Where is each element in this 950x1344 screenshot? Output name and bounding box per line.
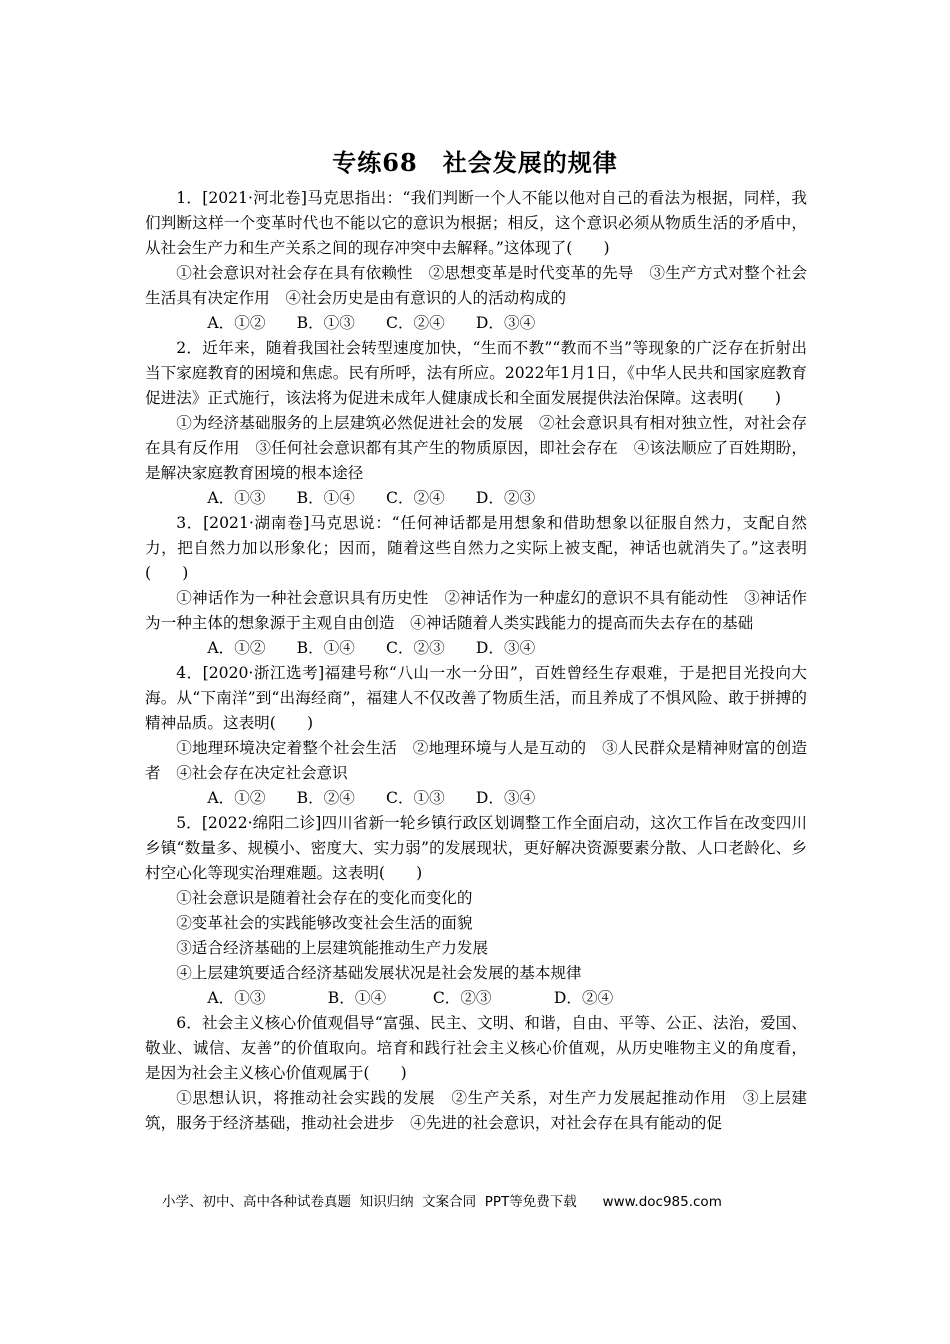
question-4 bbox=[145, 661, 807, 811]
question-option: ④上层建筑要适合经济基础发展状况是社会发展的基本规律 bbox=[176, 964, 582, 982]
answer-choices: A．①② B．①③ C．②④ D．③④ bbox=[207, 314, 536, 332]
question-options: ①社会意识对社会存在具有依赖性 ②思想变革是时代变革的先导 ③生产方式对整个社会生活具有决定作用 ④社会历史是由有意识的人的活动构成的 bbox=[145, 264, 807, 307]
question-1 bbox=[145, 186, 807, 336]
question-stem: 2．近年来，随着我国社会转型速度加快，“生而不教”“教而不当”等现象的广泛存在折射出当下家庭教育的困境和焦虑。民有所呼，法有所应。2022年1月1日，《中华人民共和国家庭教育促进法》正式施行，该法将为促进未成年人健康成长和全面发展提供法治保障。这表明( ) bbox=[145, 339, 807, 407]
question-option: ②变革社会的实践能够改变社会生活的面貌 bbox=[176, 914, 473, 932]
question-options: ①地理环境决定着整个社会生活 ②地理环境与人是互动的 ③人民群众是精神财富的创造者 ④社会存在决定社会意识 bbox=[145, 739, 807, 782]
question-options: ①为经济基础服务的上层建筑必然促进社会的发展 ②社会意识具有相对独立性，对社会存在具有反作用 ③任何社会意识都有其产生的物质原因，即社会存在 ④该法顺应了百姓期盼，是解决家庭教育困境的根本途径 bbox=[145, 414, 807, 482]
question-option: ③适合经济基础的上层建筑能推动生产力发展 bbox=[176, 939, 489, 957]
question-5 bbox=[145, 811, 807, 1011]
question-6 bbox=[145, 1011, 807, 1136]
question-stem: 3．[2021·湖南卷]马克思说：“任何神话都是用想象和借助想象以征服自然力，支配自然力，把自然力加以形象化；因而，随着这些自然力之实际上被支配，神话也就消失了。”这表明( ) bbox=[145, 514, 807, 582]
answer-choices: A．①③ B．①④ C．②④ D．②③ bbox=[207, 489, 536, 507]
question-stem: 6．社会主义核心价值观倡导“富强、民主、文明、和谐，自由、平等、公正、法治，爱国、敬业、诚信、友善”的价值取向。培育和践行社会主义核心价值观，从历史唯物主义的角度看，是因为社会主义核心价值观属于( ) bbox=[145, 1014, 807, 1082]
question-stem: 5．[2022·绵阳二诊]四川省新一轮乡镇行政区划调整工作全面启动，这次工作旨在改变四川乡镇“数量多、规模小、密度大、实力弱”的发展现状，更好解决资源要素分散、人口老龄化、乡村空心化等现实治理难题。这表明( ) bbox=[145, 814, 807, 882]
answer-choices: A．①③ B．①④ C．②③ D．②④ bbox=[207, 989, 614, 1007]
question-stem: 4．[2020·浙江选考]福建号称“八山一水一分田”，百姓曾经生存艰难，于是把目光投向大海。从“下南洋”到“出海经商”，福建人不仅改善了物质生活，而且养成了不惧风险、敢于拼搏的精神品质。这表明( ) bbox=[145, 664, 807, 732]
question-options: ①神话作为一种社会意识具有历史性 ②神话作为一种虚幻的意识不具有能动性 ③神话作为一种主体的想象源于主观自由创造 ④神话随着人类实践能力的提高而失去存在的基础 bbox=[145, 589, 807, 632]
question-option: ①社会意识是随着社会存在的变化而变化的 bbox=[176, 889, 473, 907]
answer-choices: A．①② B．②④ C．①③ D．③④ bbox=[207, 789, 536, 807]
page-footer: 小学、初中、高中各种试卷真题 知识归纳 文案合同 PPT等免费下载 www.doc985.com bbox=[162, 1194, 722, 1210]
page-title: 专练68 社会发展的规律 bbox=[332, 148, 618, 177]
question-2 bbox=[145, 336, 807, 511]
answer-choices: A．①② B．①④ C．②③ D．③④ bbox=[207, 639, 536, 657]
question-stem: 1．[2021·河北卷]马克思指出：“我们判断一个人不能以他对自己的看法为根据，同样，我们判断这样一个变革时代也不能以它的意识为根据；相反，这个意识必须从物质生活的矛盾中，从社会生产力和生产关系之间的现存冲突中去解释。”这体现了( ) bbox=[145, 189, 807, 257]
question-options: ①思想认识，将推动社会实践的发展 ②生产关系，对生产力发展起推动作用 ③上层建筑，服务于经济基础，推动社会进步 ④先进的社会意识，对社会存在具有能动的促 bbox=[145, 1089, 807, 1132]
question-list bbox=[145, 186, 807, 1136]
question-3 bbox=[145, 511, 807, 661]
